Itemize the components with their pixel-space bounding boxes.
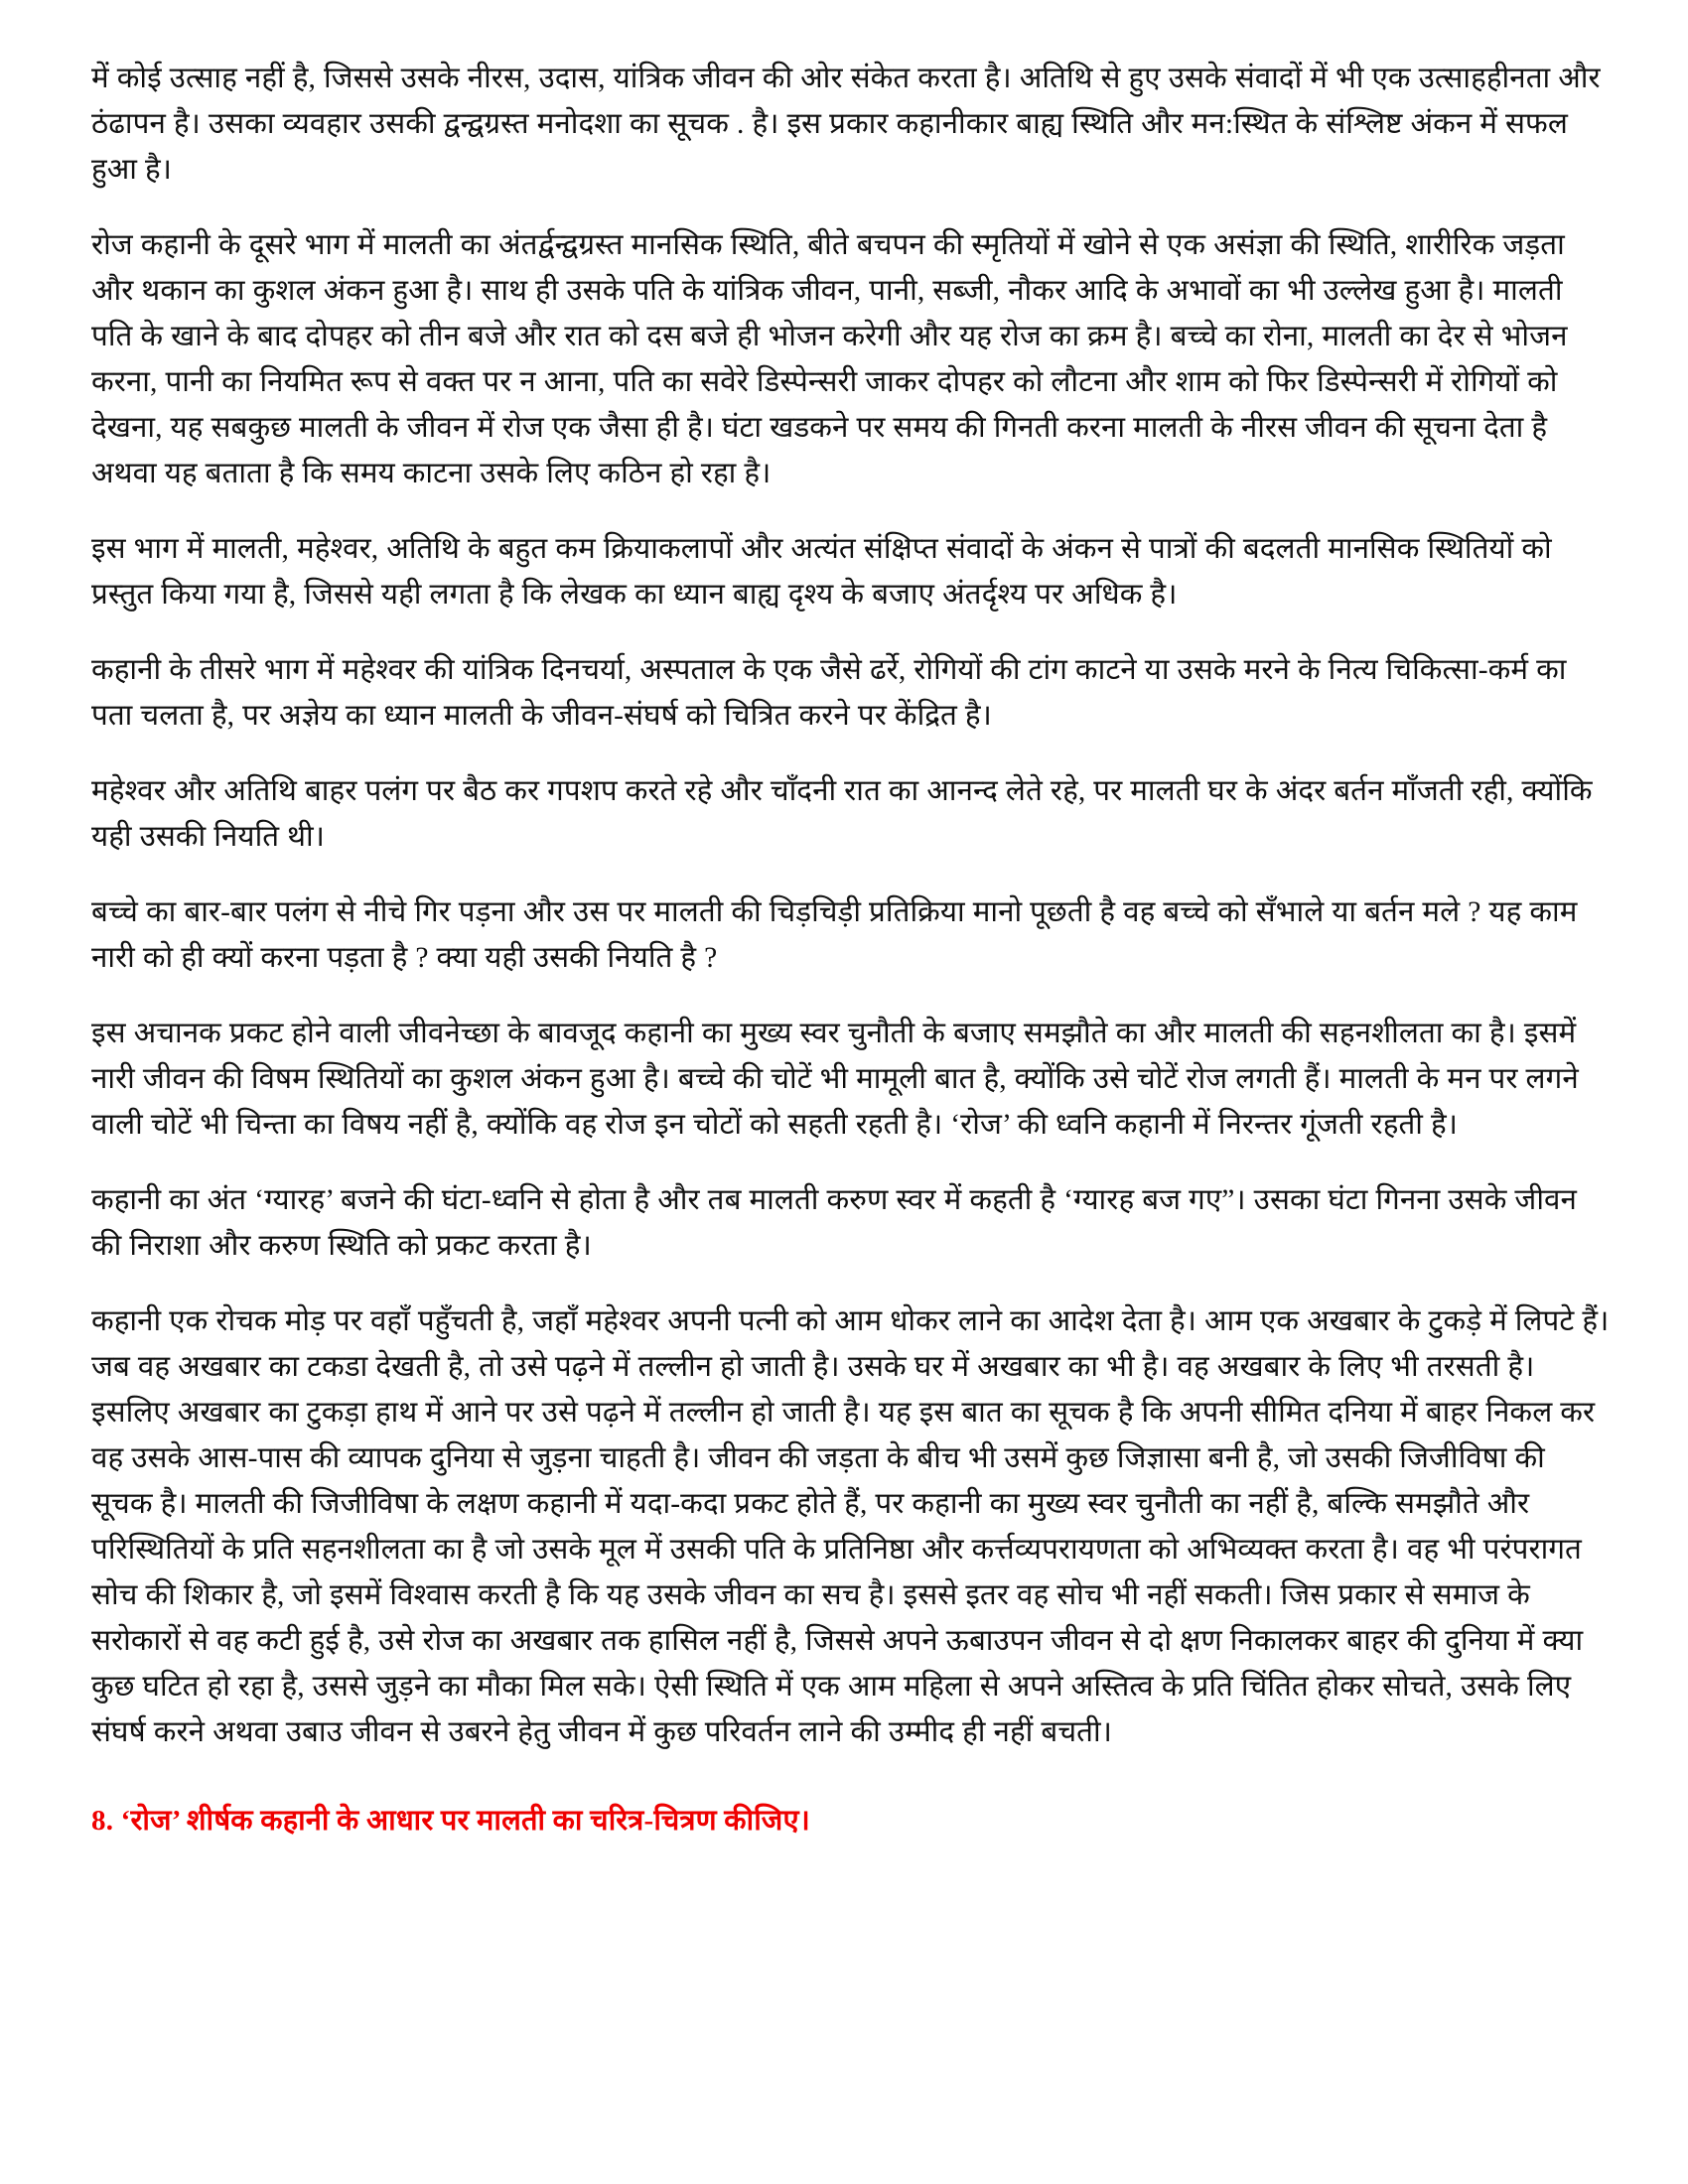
paragraph-4: कहानी के तीसरे भाग में महेश्वर की यांत्रिक दिनचर्या, अस्पताल के एक जैसे ढर्रे, रोगियों की टांग काटने या उसके मरने के नित्य चिकित्सा-कर्म का पता चलता है, पर अज्ञेय का ध्यान मालती के जीवन-संघर्ष को चित्रित करने पर केंद्रित है। — [91, 654, 1567, 732]
paragraph-9: कहानी एक रोचक मोड़ पर वहाँ पहुँचती है, जहाँ महेश्वर अपनी पत्नी को आम धोकर लाने का आदेश देता है। आम एक अखबार के टुकड़े में लिपटे हैं। जब वह अखबार का टकडा देखती है, तो उसे पढ़ने में तल्लीन हो जाती है। उसके घर में अखबार का भी है। वह अखबार के लिए भी तरसती है। इसलिए अखबार का टुकड़ा हाथ में आने पर उसे पढ़ने में तल्लीन हो जाती है। यह इस बात का सूचक है कि अपनी सीमित दनिया में बाहर निकल कर वह उसके आस-पास की व्यापक दुनिया से जुड़ना चाहती है। जीवन की जड़ता के बीच भी उसमें कुछ जिज्ञासा बनी है, जो उसकी जिजीविषा की सूचक है। मालती की जिजीविषा के लक्षण कहानी में यदा-कदा प्रकट होते हैं, पर कहानी का मुख्य स्वर चुनौती का नहीं है, बल्कि समझौते और परिस्थितियों के प्रति सहनशीलता का है जो उसके मूल में उसकी पति के प्रतिनिष्ठा और कर्त्तव्यपरायणता को अभिव्यक्त करता है। वह भी परंपरागत सोच की शिकार है, जो इसमें विश्वास करती है कि यह उसके जीवन का सच है। इससे इतर वह सोच भी नहीं सकती। जिस प्रकार से समाज के सरोकारों से वह कटी हुई है, उसे रोज का अखबार तक हासिल नहीं है, जिससे अपने ऊबाउपन जीवन से दो क्षण निकालकर बाहर की दुनिया में क्या कुछ घटित हो रहा है, उससे जुड़ने का मौका मिल सके। ऐसी स्थिति में एक आम महिला से अपने अस्तित्व के प्रति चिंतित होकर सोचते, उसके लिए संघर्ष करने अथवा उबाउ जीवन से उबरने हेतु जीवन में कुछ परिवर्तन लाने की उम्मीद ही नहीं बचती। — [91, 1305, 1610, 1748]
paragraph-8: कहानी का अंत ‘ग्यारह’ बजने की घंटा-ध्वनि से होता है और तब मालती करुण स्वर में कहती है ‘ग्यारह बज गए”। उसका घंटा गिनना उसके जीवन की निराशा और करुण स्थिति को प्रकट करता है। — [91, 1184, 1578, 1262]
paragraph-5: महेश्वर और अतिथि बाहर पलंग पर बैठ कर गपशप करते रहे और चाँदनी रात का आनन्द लेते रहे, पर मालती घर के अंदर बर्तन माँजती रही, क्योंकि यही उसकी नियति थी। — [91, 775, 1593, 853]
paragraph-3: इस भाग में मालती, महेश्वर, अतिथि के बहुत कम क्रियाकलापों और अत्यंत संक्षिप्त संवादों के अंकन से पात्रों की बदलती मानसिक स्थितियों को प्रस्तुत किया गया है, जिससे यही लगता है कि लेखक का ध्यान बाह्य दृश्य के बजाए अंतर्दृश्य पर अधिक है। — [91, 533, 1552, 611]
question-heading: 8. ‘रोज’ शीर्षक कहानी के आधार पर मालती का चरित्र-चित्रण कीजिए। — [91, 1805, 810, 1837]
paragraph-7: इस अचानक प्रकट होने वाली जीवनेच्छा के बावजूद कहानी का मुख्य स्वर चुनौती के बजाए समझौते का और मालती की सहनशीलता का है। इसमें नारी जीवन की विषम स्थितियों का कुशल अंकन हुआ है। बच्चे की चोटें भी मामूली बात है, क्योंकि उसे चोटें रोज लगती हैं। मालती के मन पर लगने वाली चोटें भी चिन्ता का विषय नहीं है, क्योंकि वह रोज इन चोटों को सहती रहती है। ‘रोज’ की ध्वनि कहानी में निरन्तर गूंजती रहती है। — [91, 1018, 1579, 1141]
paragraph-2: रोज कहानी के दूसरे भाग में मालती का अंतर्द्वन्द्वग्रस्त मानसिक स्थिति, बीते बचपन की स्मृतियों में खोने से एक असंज्ञा की स्थिति, शारीरिक जड़ता और थकान का कुशल अंकन हुआ है। साथ ही उसके पति के यांत्रिक जीवन, पानी, सब्जी, नौकर आदि के अभावों का भी उल्लेख हुआ है। मालती पति के खाने के बाद दोपहर को तीन बजे और रात को दस बजे ही भोजन करेगी और यह रोज का क्रम है। बच्चे का रोना, मालती का देर से भोजन करना, पानी का नियमित रूप से वक्त पर न आना, पति का सवेरे डिस्पेन्सरी जाकर दोपहर को लौटना और शाम को फिर डिस्पेन्सरी में रोगियों को देखना, यह सबकुछ मालती के जीवन में रोज एक जैसा ही है। घंटा खडकने पर समय की गिनती करना मालती के नीरस जीवन की सूचना देता है अथवा यह बताता है कि समय काटना उसके लिए कठिन हो रहा है। — [91, 229, 1568, 489]
paragraph-1: में कोई उत्साह नहीं है, जिससे उसके नीरस, उदास, यांत्रिक जीवन की ओर संकेत करता है। अतिथि से हुए उसके संवादों में भी एक उत्साहहीनता और ठंढापन है। उसका व्यवहार उसकी द्वन्द्वग्रस्त मनोदशा का सूचक . है। इस प्रकार कहानीकार बाह्य स्थिति और मन:स्थित के संश्लिष्ट अंकन में सफल हुआ है। — [91, 63, 1601, 186]
document-content — [91, 56, 1611, 1843]
paragraph-6: बच्चे का बार-बार पलंग से नीचे गिर पड़ना और उस पर मालती की चिड़चिड़ी प्रतिक्रिया मानो पूछती है वह बच्चे को सँभाले या बर्तन मले ? यह काम नारी को ही क्यों करना पड़ता है ? क्या यही उसकी नियति है ? — [91, 896, 1578, 974]
